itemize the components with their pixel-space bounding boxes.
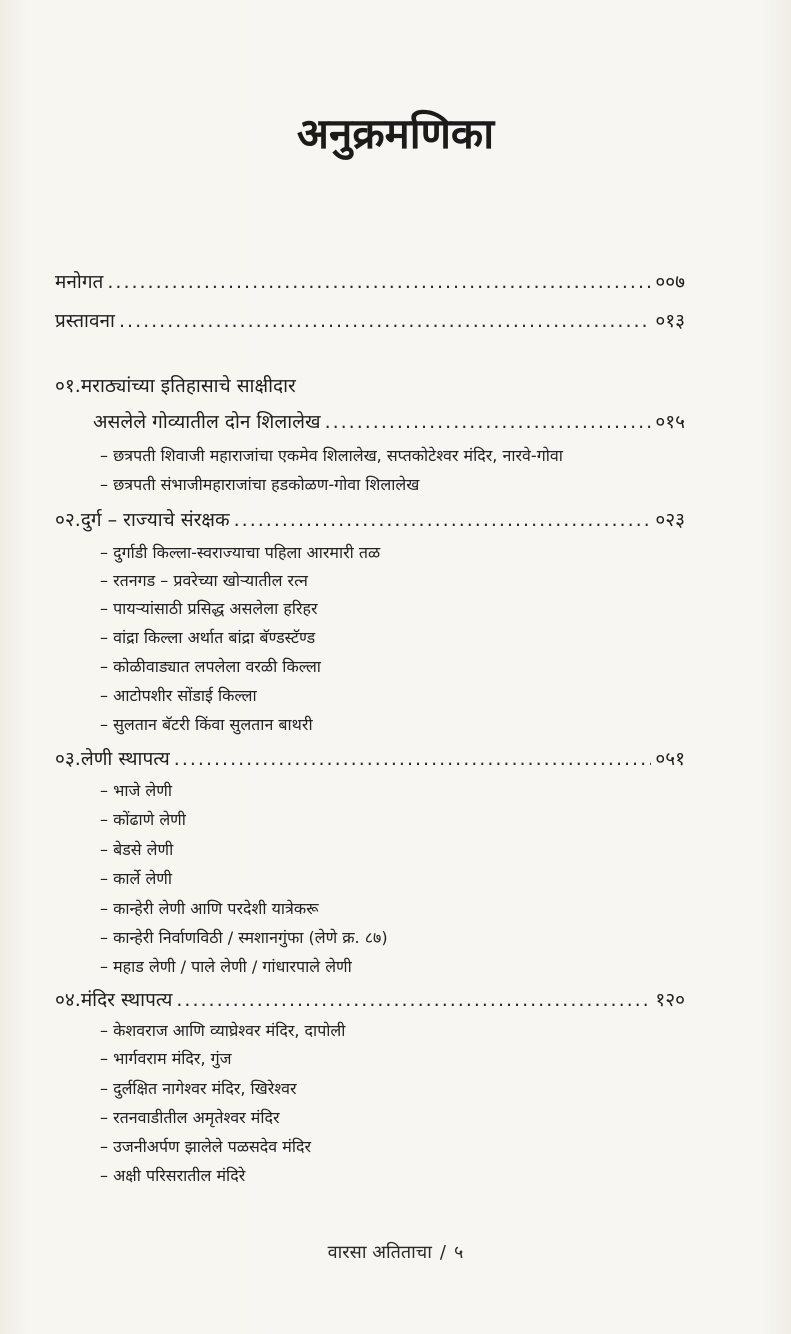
chapter-heading-label <box>55 508 230 532</box>
subtopic: – पायऱ्यांसाठी प्रसिद्ध असलेला हरिहर <box>100 599 318 618</box>
page-title: अनुक्रमणिका <box>296 109 495 158</box>
chapter-title: दुर्ग – राज्याचे संरक्षक <box>80 509 230 531</box>
chapter-02-heading <box>55 508 685 532</box>
subtopic: – कान्हेरी निर्वाणविठी / स्मशानगुंफा (लेणे क्र. ८७) <box>100 928 388 947</box>
subtopic: – रतनगड – प्रवरेच्या खोऱ्यातील रत्न <box>100 571 308 590</box>
subtopic: – आटोपशीर सोंडाई किल्ला <box>100 686 257 705</box>
subtopic: – छत्रपती शिवाजी महाराजांचा एकमेव शिलालेख, सप्तकोटेश्वर मंदिर, नारवे-गोवा <box>100 446 563 465</box>
chapter-number: ०२. <box>55 509 81 531</box>
chapter-page: ०५१ <box>655 748 685 770</box>
footer-book-title: वारसा अतिताचा <box>327 1242 432 1263</box>
toc-entry-prastavana <box>55 309 685 333</box>
toc-entry-page: ००७ <box>655 271 685 293</box>
chapter-page: १२० <box>655 989 685 1011</box>
chapter-03-heading <box>55 747 685 771</box>
toc-entry-label: प्रस्तावना <box>55 310 115 332</box>
chapter-title-continued: असलेले गोव्यातील दोन शिलालेख <box>93 411 321 433</box>
subtopic: – दुर्गाडी किल्ला-स्वराज्याचा पहिला आरमारी तळ <box>100 543 381 562</box>
subtopic: – कार्ले लेणी <box>100 869 173 888</box>
chapter-number: ०१. <box>55 375 81 397</box>
chapter-title: लेणी स्थापत्य <box>80 748 170 770</box>
chapter-04-heading <box>55 988 685 1012</box>
dot-leader <box>119 309 651 333</box>
subtopic: – कान्हेरी लेणी आणि परदेशी यात्रेकरू <box>100 899 319 918</box>
subtopic: – छत्रपती संभाजीमहाराजांचा हडकोळण-गोवा शिलालेख <box>100 475 420 494</box>
subtopic: – भाजे लेणी <box>100 781 172 800</box>
chapter-number: ०४. <box>55 989 81 1011</box>
toc-entry-manogat <box>55 270 685 294</box>
dot-leader <box>107 270 651 294</box>
subtopic: – कोंढाणे लेणी <box>100 810 186 829</box>
chapter-title: मंदिर स्थापत्य <box>80 989 173 1011</box>
subtopic: – अक्षी परिसरातील मंदिरे <box>100 1166 246 1185</box>
subtopic: – दुर्लक्षित नागेश्वर मंदिर, खिरेश्वर <box>100 1079 297 1098</box>
dot-leader <box>234 508 652 532</box>
toc-entry-page: ०१३ <box>655 310 685 332</box>
chapter-number: ०३. <box>55 748 81 770</box>
chapter-heading-label <box>55 988 172 1012</box>
chapter-heading-label <box>55 747 170 771</box>
subtopic: – वांद्रा किल्ला अर्थात बांद्रा बॅण्डस्टॅण्ड <box>100 628 316 647</box>
dot-leader <box>325 410 652 434</box>
chapter-page: ०१५ <box>655 411 685 433</box>
subtopic: – रतनवाडीतील अमृतेश्वर मंदिर <box>100 1108 280 1127</box>
chapter-01-title-line2 <box>93 410 685 434</box>
subtopic: – महाड लेणी / पाले लेणी / गांधारपाले लेणी <box>100 957 352 976</box>
chapter-01-heading <box>55 374 296 398</box>
subtopic: – उजनीअर्पण झालेले पळसदेव मंदिर <box>100 1137 312 1156</box>
dot-leader <box>176 988 651 1012</box>
dot-leader <box>174 747 652 771</box>
footer-page-number: ५ <box>453 1242 464 1263</box>
page-footer <box>0 1240 791 1264</box>
subtopic: – सुलतान बॅटरी किंवा सुलतान बाथरी <box>100 715 313 734</box>
subtopic: – बेडसे लेणी <box>100 840 174 859</box>
subtopic: – भार्गवराम मंदिर, गुंज <box>100 1049 232 1068</box>
footer-separator: / <box>439 1242 446 1263</box>
chapter-title: मराठ्यांच्या इतिहासाचे साक्षीदार <box>80 375 296 397</box>
subtopic: – केशवराज आणि व्याघ्रेश्वर मंदिर, दापोली <box>100 1021 346 1040</box>
toc-entry-label: मनोगत <box>55 271 104 293</box>
chapter-page: ०२३ <box>655 509 685 531</box>
subtopic: – कोळीवाड्यात लपलेला वरळी किल्ला <box>100 657 321 676</box>
